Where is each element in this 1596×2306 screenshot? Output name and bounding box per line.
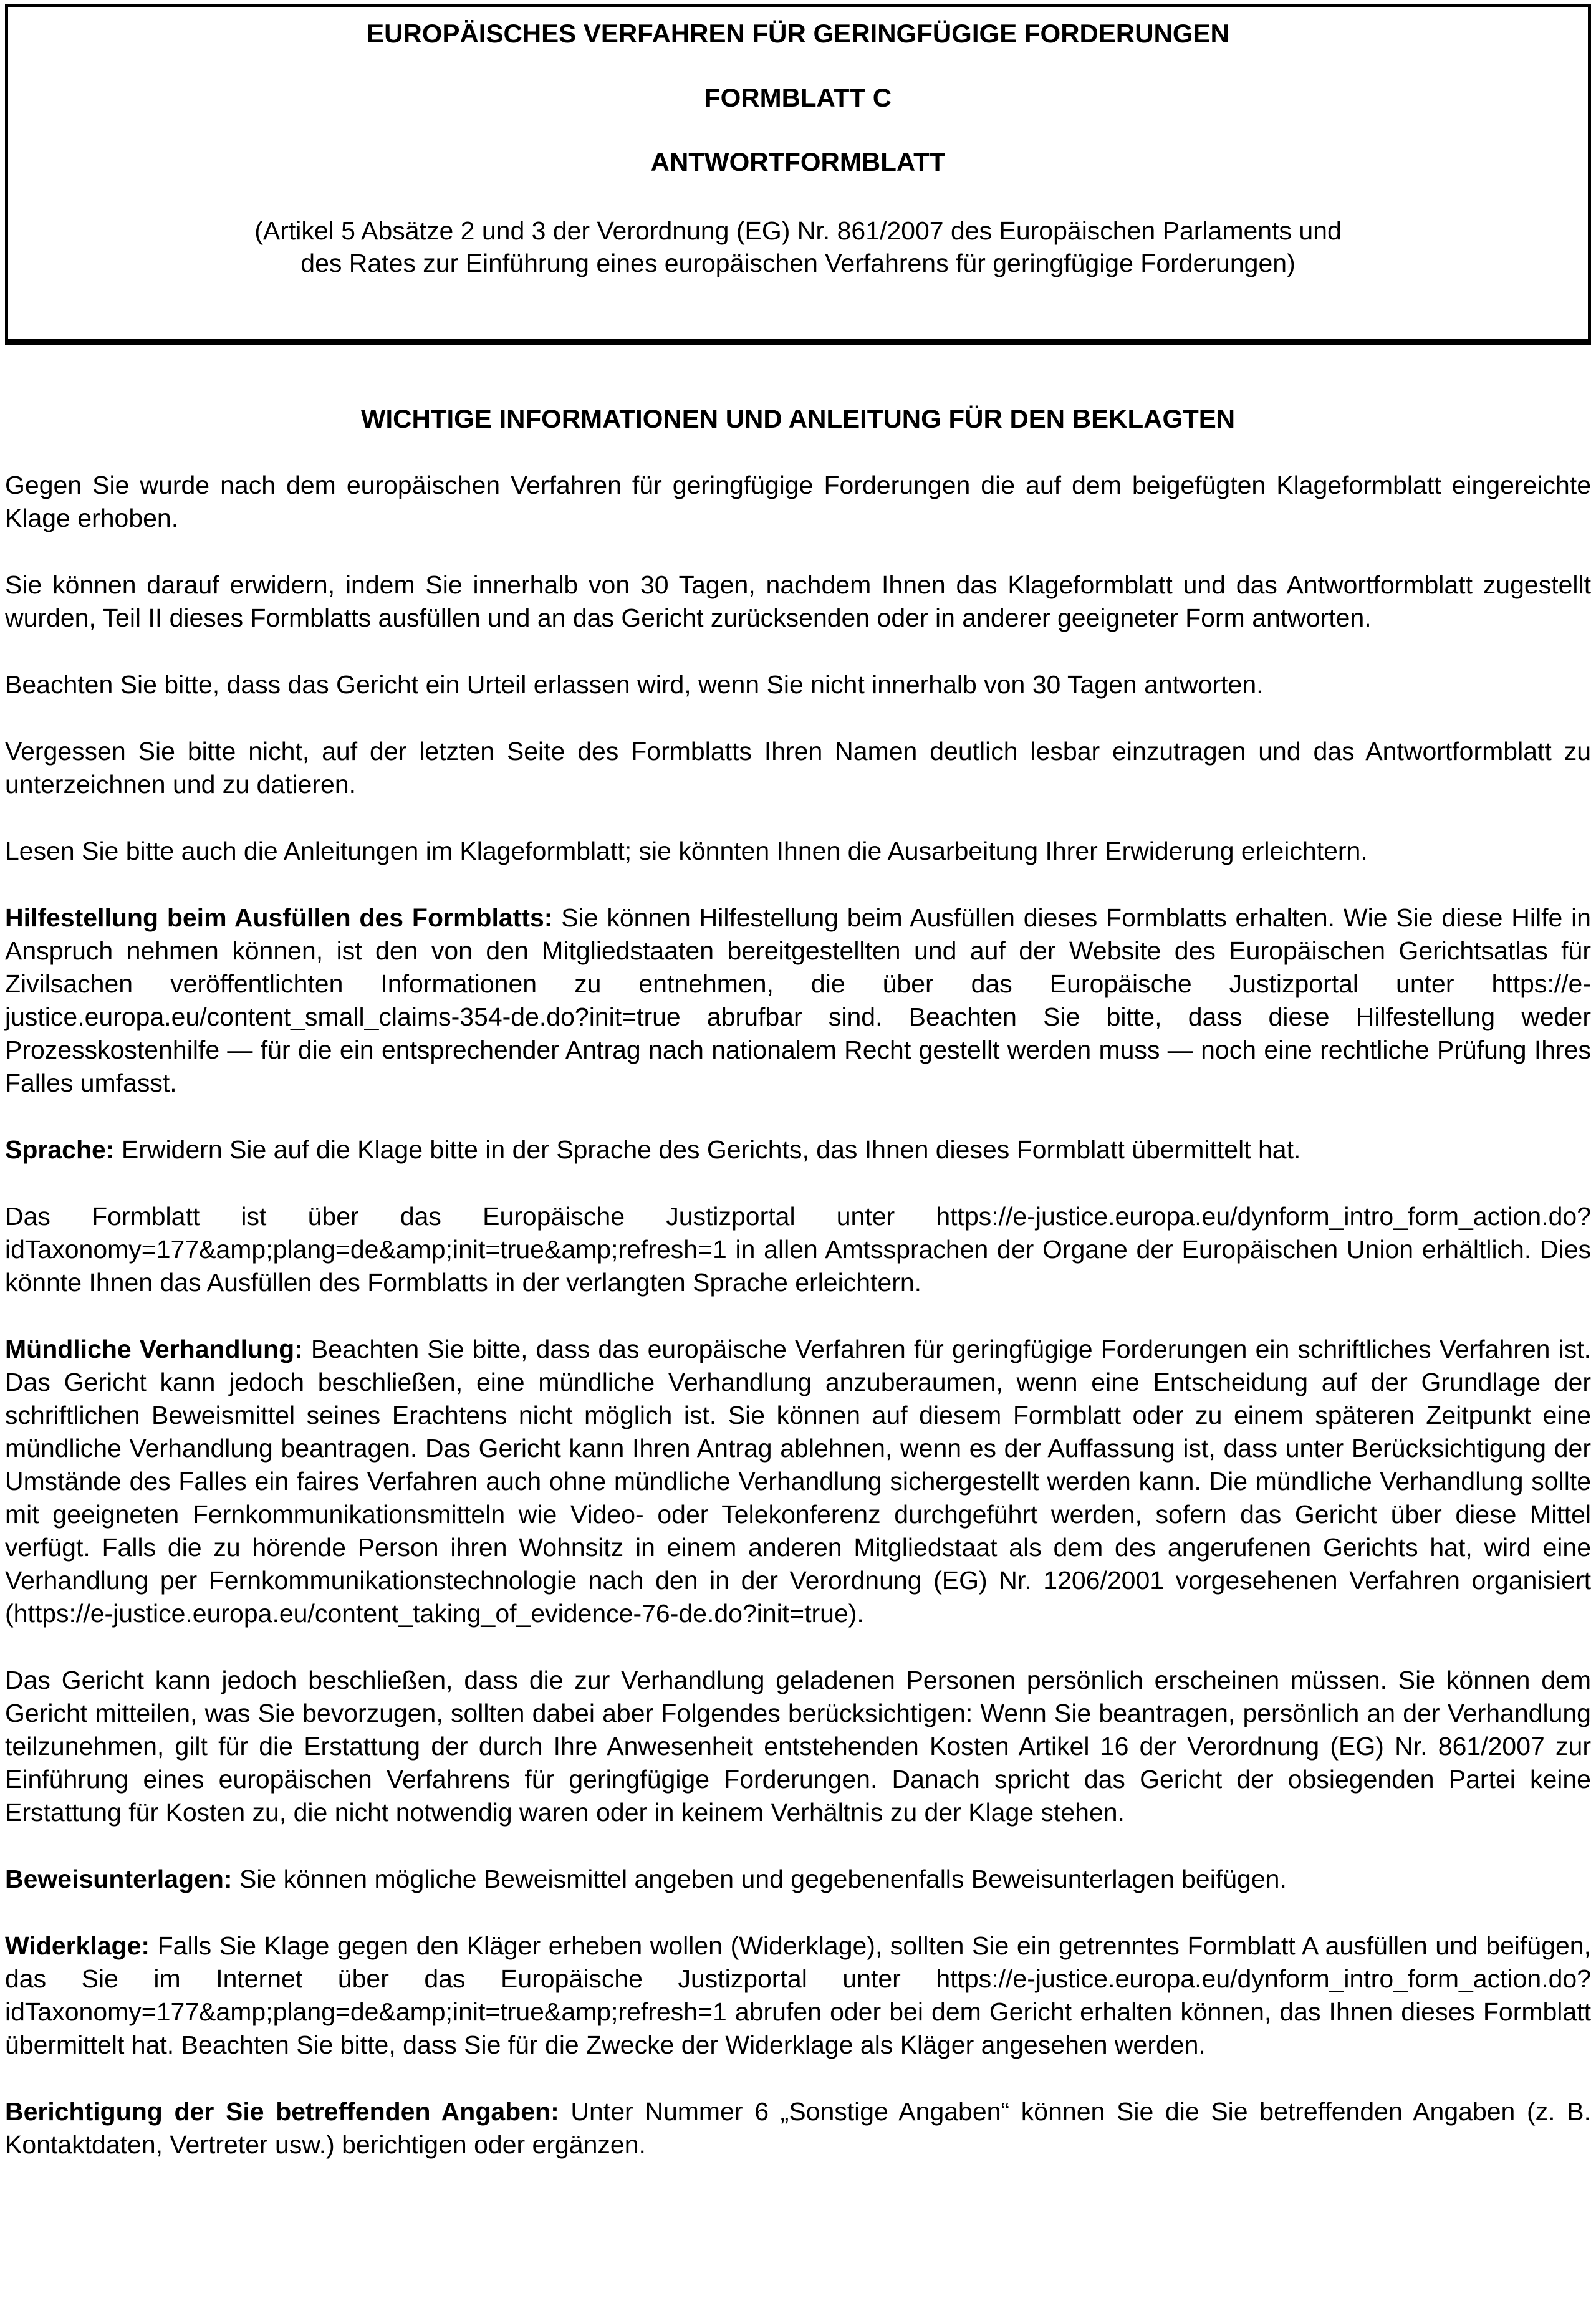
paragraph-lead: Widerklage: [5,1931,158,1960]
paragraph-lead: Mündliche Verhandlung: [5,1335,311,1363]
legal-basis-subtitle: (Artikel 5 Absätze 2 und 3 der Verordnung (EG) Nr. 861/2007 des Europäischen Parlaments und des Rates zur Einführung eines europäischen Verfahrens für geringfügige Forderungen) [254,216,1342,277]
paragraph-beweisunterlagen [5,1863,1591,1896]
paragraph-widerklage [5,1929,1591,2062]
paragraph-text: Unter Nummer 6 „Sonstige Angaben“ können Sie die Sie betreffenden Angaben (z. B. Kontaktdaten, Vertreter usw.) berichtigen oder ergänzen. [5,2097,1591,2159]
paragraph-text: Gegen Sie wurde nach dem europäischen Verfahren für geringfügige Forderungen die auf dem beigefügten Klageformblatt eingereichte Klage erhoben. [5,471,1591,532]
form-name: ANTWORTFORMBLATT [650,147,946,176]
paragraph [5,668,1591,701]
paragraph-berichtigung [5,2095,1591,2161]
paragraph-hilfestellung [5,901,1591,1100]
paragraph-text: Falls Sie Klage gegen den Kläger erheben wollen (Widerklage), sollten Sie ein getrenntes Formblatt A ausfüllen und beifügen, das Sie im Internet über das Europäische Justizportal unter https://e-justice.europa.eu/dynform_intro_form_action.do?idTaxonomy=177&amp;plang=de&amp;init=true&amp;refresh=1 abrufen oder bei dem Gericht erhalten können, das Ihnen dieses Formblatt übermittelt hat. Beachten Sie bitte, dass Sie für die Zwecke der Widerklage als Kläger angesehen werden. [5,1931,1591,2059]
paragraph-text: Beachten Sie bitte, dass das Gericht ein Urteil erlassen wird, wenn Sie nicht innerhalb von 30 Tagen antworten. [5,670,1264,699]
paragraph [5,835,1591,868]
paragraph-lead: Berichtigung der Sie betreffenden Angaben: [5,2097,571,2126]
paragraph-lead: Sprache: [5,1135,122,1164]
paragraph-lead: Hilfestellung beim Ausfüllen des Formblatts: [5,903,562,932]
paragraph-lead: Beweisunterlagen: [5,1865,239,1893]
form-id: FORMBLATT C [704,83,892,112]
paragraph [5,735,1591,801]
header-box [5,4,1591,345]
paragraph-text: Das Gericht kann jedoch beschließen, dass die zur Verhandlung geladenen Personen persönlich erscheinen müssen. Sie können dem Gericht mitteilen, was Sie bevorzugen, sollten dabei aber Folgendes berücksichtigen: Wenn Sie beantragen, persönlich an der Verhandlung teilzunehmen, gilt für die Erstattung der durch Ihre Anwesenheit entstehenden Kosten Artikel 16 der Verordnung (EG) Nr. 861/2007 zur Einführung eines europäischen Verfahrens für geringfügige Forderungen. Danach spricht das Gericht der obsiegenden Partei keine Erstattung für Kosten zu, die nicht notwendig waren oder in keinem Verhältnis zu der Klage stehen. [5,1666,1591,1827]
paragraph-text: Erwidern Sie auf die Klage bitte in der Sprache des Gerichts, das Ihnen dieses Formblatt übermittelt hat. [121,1135,1301,1164]
section-heading: WICHTIGE INFORMATIONEN UND ANLEITUNG FÜR DEN BEKLAGTEN [360,404,1236,433]
document-body [5,402,1591,2161]
paragraph [5,1664,1591,1829]
paragraph-muendliche-verhandlung [5,1333,1591,1630]
paragraph [5,1200,1591,1299]
paragraph-sprache [5,1133,1591,1166]
paragraph-text: Lesen Sie bitte auch die Anleitungen im Klageformblatt; sie könnten Ihnen die Ausarbeitung Ihrer Erwiderung erleichtern. [5,837,1368,865]
paragraph-text: Sie können mögliche Beweismittel angeben und gegebenenfalls Beweisunterlagen beifügen. [239,1865,1287,1893]
paragraph [5,469,1591,535]
paragraph-text: Vergessen Sie bitte nicht, auf der letzten Seite des Formblatts Ihren Namen deutlich lesbar einzutragen und das Antwortformblatt zu unterzeichnen und zu datieren. [5,737,1591,799]
paragraph-text: Beachten Sie bitte, dass das europäische Verfahren für geringfügige Forderungen ein schriftliches Verfahren ist. Das Gericht kann jedoch beschließen, eine mündliche Verhandlung anzuberaumen, wenn eine Entscheidung auf der Grundlage der schriftlichen Beweismittel seines Erachtens nicht möglich ist. Sie können auf diesem Formblatt oder zu einem späteren Zeitpunkt eine mündliche Verhandlung beantragen. Das Gericht kann Ihren Antrag ablehnen, wenn es der Auffassung ist, dass unter Berücksichtigung der Umstände des Falles ein faires Verfahren auch ohne mündliche Verhandlung sichergestellt werden kann. Die mündliche Verhandlung sollte mit geeigneten Fernkommunikationsmitteln wie Video- oder Telekonferenz durchgeführt werden, sofern das Gericht über diese Mittel verfügt. Falls die zu hörende Person ihren Wohnsitz in einem anderen Mitgliedstaat als dem des angerufenen Gerichts hat, wird eine Verhandlung per Fernkommunikationstechnologie nach den in der Verordnung (EG) Nr. 1206/2001 vorgesehenen Verfahren organisiert (https://e-justice.europa.eu/content_taking_of_evidence-76-de.do?init=true). [5,1335,1591,1628]
document-title: EUROPÄISCHES VERFAHREN FÜR GERINGFÜGIGE FORDERUNGEN [367,19,1229,48]
paragraph [5,569,1591,635]
paragraph-text: Sie können Hilfestellung beim Ausfüllen dieses Formblatts erhalten. Wie Sie diese Hilfe in Anspruch nehmen können, ist den von den Mitgliedstaaten bereitgestellten und auf der Website des Europäischen Gerichtsatlas für Zivilsachen veröffentlichten Informationen zu entnehmen, die über das Europäische Justizportal unter https://e-justice.europa.eu/content_small_claims-354-de.do?init=true abrufbar sind. Beachten Sie bitte, dass diese Hilfestellung weder Prozesskostenhilfe — für die ein entsprechender Antrag nach nationalem Recht gestellt werden muss — noch eine rechtliche Prüfung Ihres Falles umfasst. [5,903,1591,1097]
paragraph-text: Das Formblatt ist über das Europäische Justizportal unter https://e-justice.europa.eu/dynform_intro_form_action.do?idTaxonomy=177&amp;plang=de&amp;init=true&amp;refresh=1 in allen Amtssprachen der Organe der Europäischen Union erhältlich. Dies könnte Ihnen das Ausfüllen des Formblatts in der verlangten Sprache erleichtern. [5,1202,1591,1297]
paragraph-text: Sie können darauf erwidern, indem Sie innerhalb von 30 Tagen, nachdem Ihnen das Klageformblatt und das Antwortformblatt zugestellt wurden, Teil II dieses Formblatts ausfüllen und an das Gericht zurücksenden oder in anderer geeigneter Form antworten. [5,570,1591,632]
